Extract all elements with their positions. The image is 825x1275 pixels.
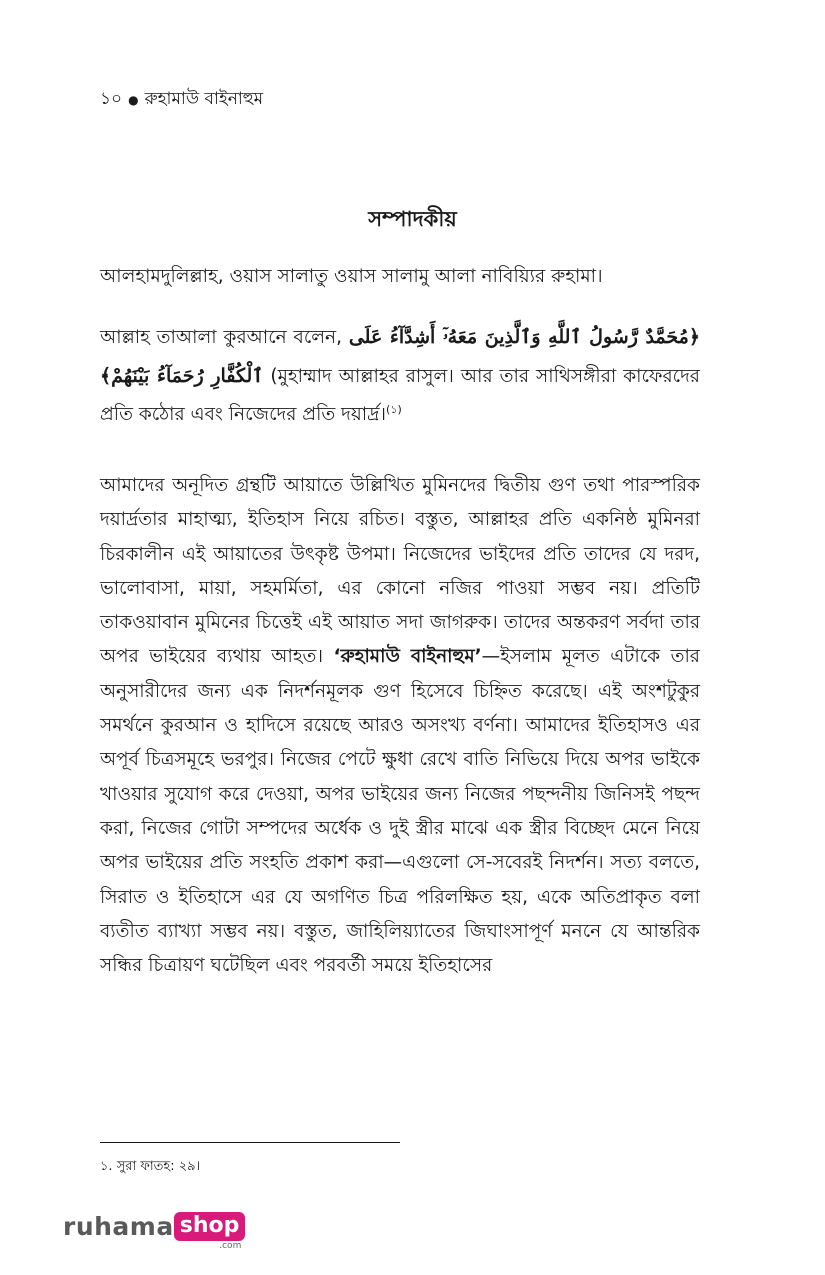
logo-text-ruhama: ruhama [63, 1212, 174, 1241]
verse-intro: আল্লাহ তাআলা কুরআনে বলেন, [100, 327, 349, 348]
logo-shop-badge [174, 1212, 246, 1251]
logo-text-domain: .com [219, 1241, 242, 1251]
page-number: ১০ [100, 89, 123, 109]
body-text-end: —ইসলাম মূলত এটাকে তার অনুসারীদের জন্য এক নিদর্শনমূলক গুণ হিসেবে চিহ্নিত করেছে। এই অংশটুকুর সমর্থনে কুরআন ও হাদিসে রয়েছে আরও অসংখ্য বর্ণনা। আমাদের ইতিহাসও এর অপূর্ব চিত্রসমূহে ভরপুর। নিজের পেটে ক্ষুধা রেখে বাতি নিভিয়ে দিয়ে অপর ভাইকে খাওয়ার সুযোগ করে দেওয়া, অপর ভাইয়ের জন্য নিজের পছন্দনীয় জিনিসই পছন্দ করা, নিজের গোটা সম্পদের অর্ধেক ও দুই স্ত্রীর মাঝে এক স্ত্রীর বিচ্ছেদ মেনে নিয়ে অপর ভাইয়ের প্রতি সংহতি প্রকাশ করা—এগুলো সে-সবেরই নিদর্শন। সত্য বলতে, সিরাত ও ইতিহাসে এর যে অগণিত চিত্র পরিলক্ষিত হয়, একে অতিপ্রাকৃত বলা ব্যতীত ব্যাখ্যা সম্ভব নয়। বস্তুত, জাহিলিয়্যাতের জিঘাংসাপূর্ণ মননে যে আন্তরিক সন্ধির চিত্রায়ণ ঘটেছিল এবং পরবর্তী সময়ে ইতিহাসের [100, 646, 700, 977]
footnote: ১. সুরা ফাতহ: ২৯। [100, 1159, 201, 1174]
running-title: রুহামাউ বাইনাহুম [144, 89, 264, 109]
quran-verse-paragraph [100, 318, 700, 434]
verse-translation: (মুহাম্মাদ আল্লাহর রাসুল। আর তার সাথিসঙ্গীরা কাফেরদের প্রতি কঠোর এবং নিজেদের প্রতি দয়ার্দ্র। [100, 366, 700, 425]
logo-text-shop: shop [174, 1212, 246, 1241]
page-header [100, 86, 263, 114]
section-title: সম্পাদকীয় [368, 207, 457, 231]
opening-paragraph: আলহামদুলিল্লাহ, ওয়াস সালাতু ওয়াস সালামু আলা নাবিয়্যির রুহামা। [100, 266, 603, 287]
bullet-separator: ● [128, 93, 139, 107]
footnote-marker: (১) [386, 402, 402, 416]
ruhamashop-logo [63, 1212, 245, 1251]
footnote-divider [100, 1142, 400, 1143]
body-text-start: আমাদের অনূদিত গ্রন্থটি আয়াতে উল্লিখিত মুমিনদের দ্বিতীয় গুণ তথা পারস্পরিক দয়ার্দ্রতার মাহাত্ম্য, ইতিহাস নিয়ে রচিত। বস্তুত, আল্লাহর প্রতি একনিষ্ঠ মুমিনরা চিরকালীন এই আয়াতের উৎকৃষ্ট উপমা। নিজেদের ভাইদের প্রতি তাদের যে দরদ, ভালোবাসা, মায়া, সহমর্মিতা, এর কোনো নজির পাওয়া সম্ভব নয়। প্রতিটি তাকওয়াবান মুমিনের চিত্তেই এই আয়াত সদা জাগরুক। তাদের অন্তকরণ সর্বদা তার অপর ভাইয়ের ব্যথায় আহত। [100, 475, 700, 668]
bracket-close: ﴾ [100, 365, 112, 387]
bracket-open: ﴿ [688, 326, 700, 348]
book-title-highlight: ‘রুহামাউ বাইনাহুম’ [333, 646, 482, 668]
body-paragraph [100, 469, 700, 983]
arabic-verse-text: مُحَمَّدٌ رَّسُولُ ٱللَّهِ وَٱلَّذِينَ مَعَهُۥٓ أَشِدَّآءُ عَلَى ٱلْكُفَّارِ رُحَمَآءُ بَيْنَهُمْ [111, 326, 689, 387]
